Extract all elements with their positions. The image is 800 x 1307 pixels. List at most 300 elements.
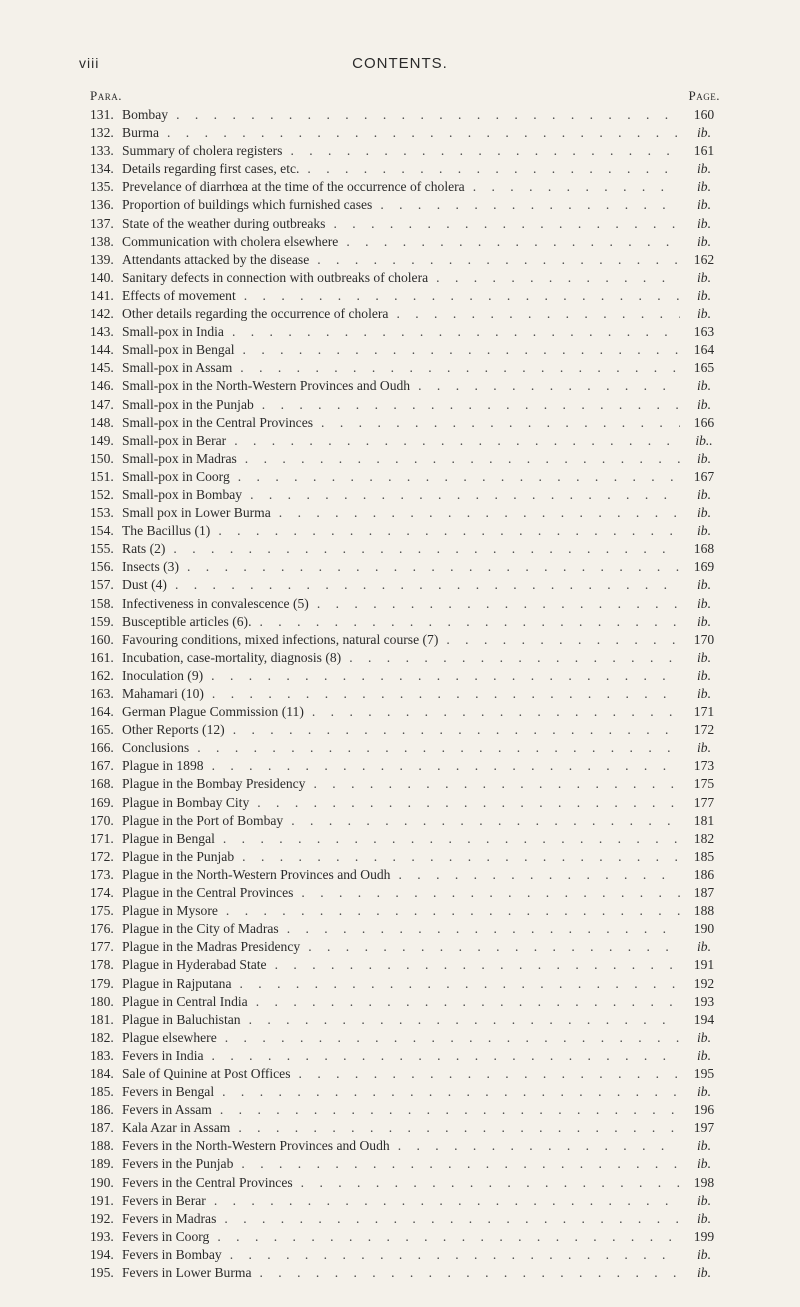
entry-title: Kala Azar in Assam [122,1120,231,1136]
contents-entry [90,775,720,793]
contents-entry [90,920,720,938]
entry-title: Infectiveness in convalescence (5) [122,595,309,611]
dot-leader [240,359,680,377]
dot-leader [398,866,680,884]
dot-leader [291,812,680,830]
page-number: ib. [697,595,711,611]
column-headings [90,88,720,106]
page-number: 171 [693,704,715,720]
para-number: 181. [90,1011,114,1027]
contents-entry [90,703,720,721]
contents-entry [90,1065,720,1083]
page-number: ib. [697,1138,711,1154]
page-number: 162 [693,251,715,267]
page-number: ib. [697,505,711,521]
dot-leader [446,631,680,649]
page-number: 187 [693,885,715,901]
entry-title: Small-pox in the Punjab [122,396,254,412]
dot-leader [214,1192,680,1210]
para-number: 190. [90,1174,114,1190]
page-number: ib. [697,649,711,665]
contents-entry [90,341,720,359]
para-number: 160. [90,631,114,647]
entry-title: Small pox in Lower Burma [122,505,271,521]
contents-entry [90,938,720,956]
para-number: 147. [90,396,114,412]
dot-leader [234,432,680,450]
page-number: 190 [693,921,715,937]
para-number: 142. [90,306,114,322]
contents-entry [90,504,720,522]
page-number: 192 [693,975,715,991]
para-number: 192. [90,1210,114,1226]
entry-title: Plague in the Punjab [122,848,235,864]
dot-leader [279,504,680,522]
dot-leader [262,396,680,414]
contents-entry [90,359,720,377]
entry-title: Small-pox in the North-Western Provinces and Oudh [122,378,411,394]
entry-title: Plague in the Central Provinces [122,885,294,901]
dot-leader [312,703,680,721]
para-number: 137. [90,215,114,231]
para-number: 148. [90,414,114,430]
page-number: ib. [697,523,711,539]
entry-title: Small-pox in Assam [122,360,233,376]
contents-entry [90,1246,720,1264]
entry-title: Bombay [122,107,169,122]
dot-leader [307,160,680,178]
entry-title: Small-pox in the Central Provinces [122,414,314,430]
entry-title: Other Reports (12) [122,722,225,738]
dot-leader [308,938,680,956]
entry-title: Fevers in Bombay [122,1246,222,1262]
entry-title: Fevers in Coorg [122,1228,210,1244]
dot-leader [396,305,680,323]
entry-title: Fevers in Bengal [122,1084,215,1100]
para-number: 154. [90,523,114,539]
contents-entry [90,468,720,486]
para-number: 153. [90,505,114,521]
page-number: 170 [693,631,715,647]
entry-title: Plague in Hyderabad State [122,957,267,973]
para-number: 175. [90,903,114,919]
contents-entry [90,323,720,341]
entry-title: Fevers in the Punjab [122,1156,234,1172]
para-number: 132. [90,125,114,141]
page-number: ib. [697,1156,711,1172]
contents-entry [90,975,720,993]
entry-title: Dust (4) [122,577,167,593]
para-number: 188. [90,1138,114,1154]
entry-title: Plague in Bengal [122,830,215,846]
page-number: ib. [697,179,711,195]
dot-leader [167,124,680,142]
page-number: 173 [693,758,715,774]
para-number: 157. [90,577,114,593]
contents-entry [90,613,720,631]
entry-title: Plague in Bombay City [122,794,250,810]
para-number: 145. [90,360,114,376]
contents-entry [90,794,720,812]
contents-entry [90,432,720,450]
entry-title: Communication with cholera elsewhere [122,233,339,249]
dot-leader [212,685,680,703]
entry-title: Plague in 1898 [122,758,204,774]
para-number: 177. [90,939,114,955]
contents-entry [90,631,720,649]
para-number: 167. [90,758,114,774]
contents-entry [90,993,720,1011]
dot-leader [187,558,680,576]
dot-leader [224,1210,680,1228]
contents-entry [90,1174,720,1192]
para-number: 136. [90,197,114,213]
dot-leader [241,1155,680,1173]
page-number: 186 [693,866,715,882]
dot-leader [249,1011,680,1029]
para-number: 166. [90,740,114,756]
contents-entry [90,414,720,432]
para-number: 189. [90,1156,114,1172]
entry-title: Small-pox in Madras [122,450,237,466]
dot-leader [333,215,680,233]
contents-entry [90,522,720,540]
para-number: 156. [90,559,114,575]
contents-entry [90,739,720,757]
entry-title: Burma [122,125,159,141]
para-number: 155. [90,541,114,557]
dot-leader [217,1228,680,1246]
contents-entry [90,1228,720,1246]
contents-entry [90,649,720,667]
entry-title: Plague in the Port of Bombay [122,812,284,828]
para-number: 173. [90,866,114,882]
page-number: ib. [697,197,711,213]
para-number: 141. [90,287,114,303]
dot-leader [317,595,680,613]
dot-leader [245,450,680,468]
entry-title: Prevelance of diarrhœa at the time of the occurrence of cholera [122,179,465,195]
dot-leader [239,975,680,993]
dot-leader [238,1119,680,1137]
dot-leader [218,522,680,540]
page-number: 194 [693,1011,715,1027]
page-number: ib. [697,613,711,629]
dot-leader [244,287,680,305]
page-number: 182 [693,830,715,846]
dot-leader [238,468,680,486]
contents-entry [90,1047,720,1065]
page-number: ib. [697,1210,711,1226]
dot-leader [223,830,680,848]
page-number: 198 [693,1174,715,1190]
contents-entry [90,1264,720,1282]
page-number: ib. [697,215,711,231]
dot-leader [175,576,680,594]
entry-title: Incubation, case-mortality, diagnosis (8) [122,649,342,665]
page-number: 196 [693,1102,715,1118]
para-number: 163. [90,686,114,701]
dot-leader [346,233,680,251]
para-number: 140. [90,269,114,285]
entry-title: Fevers in the North-Western Provinces and Oudh [122,1138,390,1154]
contents-entry [90,305,720,323]
entry-title: Rats (2) [122,541,166,557]
dot-leader [243,341,680,359]
page-number: ib. [697,1246,711,1262]
para-number: 191. [90,1192,114,1208]
para-number: 194. [90,1246,114,1262]
entry-title: Sale of Quinine at Post Offices [122,1065,291,1081]
contents-entry [90,287,720,305]
page-number: ib. [697,1265,711,1280]
contents-entry [90,1029,720,1047]
page-number: ib. [697,740,711,756]
page-number: 164 [693,342,715,358]
contents-entry [90,685,720,703]
page-column-heading: Page. [688,88,720,103]
page-number: 188 [693,903,715,919]
dot-leader [242,848,680,866]
entry-title: Busceptible articles (6). [122,613,252,629]
contents-entry [90,812,720,830]
entry-title: Proportion of buildings which furnished cases [122,197,373,213]
para-number: 165. [90,722,114,738]
dot-leader [176,106,680,124]
dot-leader [250,486,680,504]
page-number: ib. [697,269,711,285]
dot-leader [301,1174,680,1192]
entry-title: Favouring conditions, mixed infections, natural course (7) [122,631,439,647]
para-number: 134. [90,161,114,177]
page-number: 195 [693,1065,715,1081]
para-number: 139. [90,251,114,267]
para-number: 133. [90,143,114,159]
contents-entry [90,233,720,251]
page-number: 199 [693,1228,715,1244]
dot-leader [212,757,680,775]
contents-entry [90,830,720,848]
page-number: 165 [693,360,715,376]
para-number: 183. [90,1047,114,1063]
contents-entry [90,1083,720,1101]
dot-leader [211,667,680,685]
entry-title: Inoculation (9) [122,667,204,683]
para-number: 182. [90,1029,114,1045]
contents-entry [90,884,720,902]
entry-title: Fevers in India [122,1047,204,1063]
page-number: ib. [697,378,711,394]
para-number: 171. [90,830,114,846]
page-number: ib. [697,939,711,955]
para-number: 179. [90,975,114,991]
dot-leader [299,1065,680,1083]
contents-entry [90,486,720,504]
entry-title: German Plague Commission (11) [122,704,304,720]
dot-leader [436,269,680,287]
contents-entry [90,160,720,178]
dot-leader [233,721,680,739]
page-number: ib. [697,161,711,177]
contents-entry [90,667,720,685]
contents-entry [90,178,720,196]
entry-title: Plague in the North-Western Provinces and Oudh [122,866,391,882]
entry-title: Plague in Baluchistan [122,1011,241,1027]
dot-leader [197,739,680,757]
page-title: CONTENTS. [352,55,448,72]
para-number: 185. [90,1084,114,1100]
page-number: 160 [693,107,715,122]
contents-entry [90,866,720,884]
dot-leader [259,613,680,631]
contents-entry [90,196,720,214]
entry-title: Fevers in Lower Burma [122,1265,252,1280]
entry-title: Other details regarding the occurrence of cholera [122,306,389,322]
contents-entry [90,1119,720,1137]
entry-title: Sanitary defects in connection with outbreaks of cholera [122,269,429,285]
dot-leader [275,956,680,974]
para-number: 146. [90,378,114,394]
contents-entry [90,956,720,974]
para-number: 169. [90,794,114,810]
dot-leader [230,1246,680,1264]
contents-entry [90,576,720,594]
dot-leader [257,794,680,812]
contents-entry [90,215,720,233]
contents-entry [90,106,720,124]
para-number: 184. [90,1065,114,1081]
dot-leader [220,1101,680,1119]
entry-title: Plague in the Bombay Presidency [122,776,306,792]
contents-entry [90,396,720,414]
contents-entry [90,540,720,558]
page-number: 177 [693,794,715,810]
contents-entry [90,450,720,468]
entry-title: Fevers in Berar [122,1192,206,1208]
page-number: 161 [693,143,715,159]
contents-entry [90,848,720,866]
page-number: ib.. [695,432,713,448]
dot-leader [321,414,680,432]
entry-title: Plague elsewhere [122,1029,217,1045]
dot-leader [260,1264,681,1282]
entry-title: Details regarding first cases, etc. [122,161,300,177]
contents-entry [90,269,720,287]
contents-entry [90,142,720,160]
page-number: ib. [697,1029,711,1045]
dot-leader [313,775,680,793]
contents-entry [90,1210,720,1228]
entry-title: Plague in the Madras Presidency [122,939,301,955]
contents-entry [90,595,720,613]
para-number: 195. [90,1265,114,1280]
page-number: ib. [697,577,711,593]
para-number: 172. [90,848,114,864]
entry-title: Fevers in Madras [122,1210,217,1226]
entry-title: Fevers in Assam [122,1102,212,1118]
entry-title: Plague in the City of Madras [122,921,279,937]
page-number: 167 [693,468,715,484]
page-number: ib. [697,306,711,322]
page-number: 193 [693,993,715,1009]
page-folio: viii [79,55,100,71]
para-number: 187. [90,1120,114,1136]
para-number: 158. [90,595,114,611]
entry-title: Plague in Mysore [122,903,218,919]
dot-leader [287,920,680,938]
entry-title: Conclusions [122,740,190,756]
entry-title: Attendants attacked by the disease [122,251,310,267]
dot-leader [473,178,680,196]
contents-entry [90,902,720,920]
page-number: ib. [697,396,711,412]
entry-title: Plague in Rajputana [122,975,232,991]
page-number: ib. [697,125,711,141]
entry-title: The Bacillus (1) [122,523,211,539]
page-number: 197 [693,1120,715,1136]
entry-title: Small-pox in Coorg [122,468,230,484]
page-number: ib. [697,667,711,683]
dot-leader [232,323,680,341]
para-number: 164. [90,704,114,720]
page-number: 185 [693,848,715,864]
para-number: 180. [90,993,114,1009]
page-number: ib. [697,1192,711,1208]
page-number: 169 [693,559,715,575]
entry-title: Small-pox in Bombay [122,486,243,502]
dot-leader [398,1137,680,1155]
para-number: 150. [90,450,114,466]
dot-leader [317,251,680,269]
contents-entry [90,377,720,395]
contents-entry [90,1101,720,1119]
para-number: 178. [90,957,114,973]
page-number: ib. [697,233,711,249]
dot-leader [212,1047,680,1065]
page-number: ib. [697,1047,711,1063]
page-number: 166 [693,414,715,430]
dot-leader [173,540,680,558]
para-number: 135. [90,179,114,195]
page-number: 163 [693,324,715,340]
para-number: 174. [90,885,114,901]
para-number: 149. [90,432,114,448]
para-number: 159. [90,613,114,629]
page-number: 175 [693,776,715,792]
para-number: 144. [90,342,114,358]
para-number: 170. [90,812,114,828]
entry-title: Plague in Central India [122,993,248,1009]
entry-title: Small-pox in India [122,324,224,340]
page-number: ib. [697,450,711,466]
para-number: 161. [90,649,114,665]
dot-leader [225,1029,680,1047]
contents-entry [90,1011,720,1029]
contents-list [90,106,720,1282]
para-number: 138. [90,233,114,249]
para-number: 186. [90,1102,114,1118]
page-number: ib. [697,1084,711,1100]
para-number: 168. [90,776,114,792]
para-number: 193. [90,1228,114,1244]
contents-entry [90,1192,720,1210]
entry-title: Small-pox in Berar [122,432,227,448]
page-number: 172 [693,722,715,738]
para-number: 162. [90,667,114,683]
page-number: 181 [693,812,715,828]
dot-leader [301,884,680,902]
contents-entry [90,251,720,269]
